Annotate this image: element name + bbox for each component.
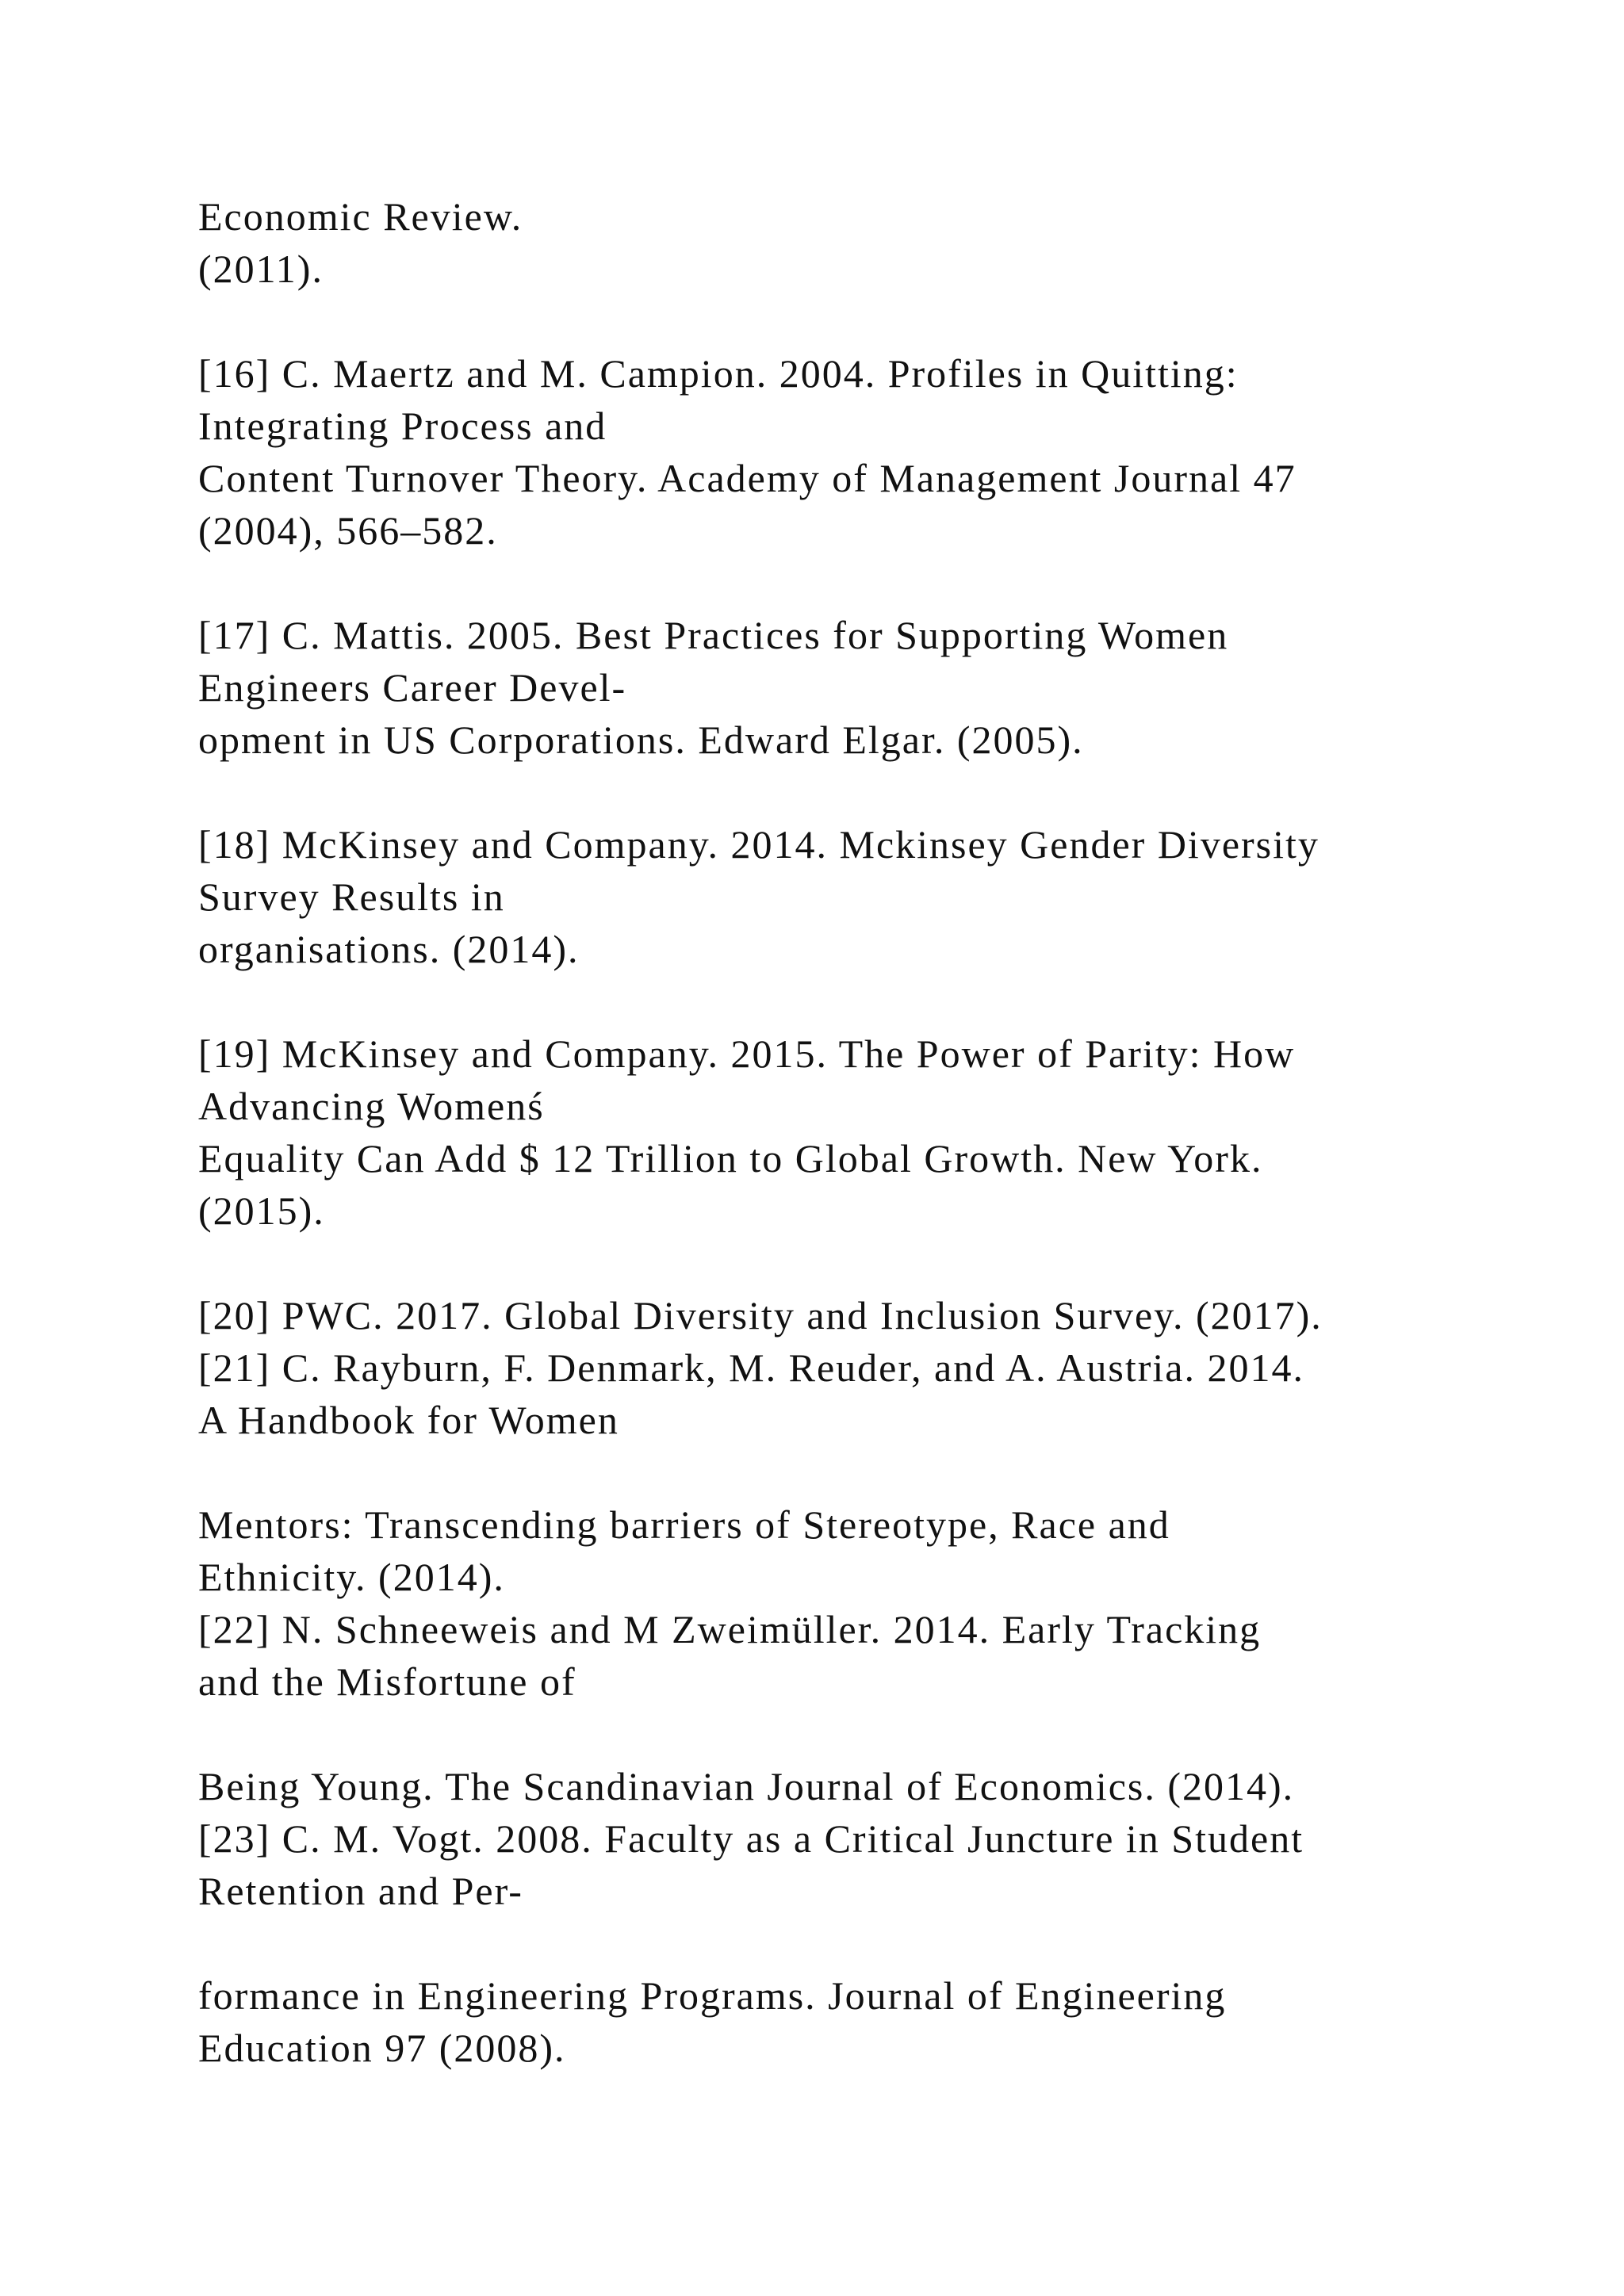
text-line: opment in US Corporations. Edward Elgar. (2005).: [198, 718, 1084, 762]
text-line: [21] C. Rayburn, F. Denmark, M. Reuder, and A. Austria. 2014.: [198, 1345, 1304, 1390]
text-line: Economic Review.: [198, 194, 523, 239]
text-line: Content Turnover Theory. Academy of Management Journal 47: [198, 456, 1297, 500]
reference-list: [198, 190, 1546, 2074]
text-line: [19] McKinsey and Company. 2015. The Power of Parity: How: [198, 1031, 1296, 1076]
text-line: and the Misfortune of: [198, 1659, 576, 1704]
blank-line: [198, 1446, 1546, 1498]
text-line: organisations. (2014).: [198, 927, 580, 971]
blank-line: [198, 1917, 1546, 1969]
text-line: [23] C. M. Vogt. 2008. Faculty as a Critical Juncture in Student: [198, 1816, 1304, 1861]
text-line: [18] McKinsey and Company. 2014. Mckinsey Gender Diversity: [198, 822, 1320, 867]
text-line: [16] C. Maertz and M. Campion. 2004. Profiles in Quitting:: [198, 351, 1239, 396]
text-line: Engineers Career Devel-: [198, 665, 627, 710]
text-line: Education 97 (2008).: [198, 2026, 566, 2070]
text-line: [20] PWC. 2017. Global Diversity and Inclusion Survey. (2017).: [198, 1293, 1323, 1337]
text-line: (2011).: [198, 247, 324, 291]
text-line: Mentors: Transcending barriers of Stereotype, Race and: [198, 1502, 1170, 1547]
text-line: (2004), 566–582.: [198, 508, 498, 553]
text-line: [22] N. Schneeweis and M Zweimüller. 2014. Early Tracking: [198, 1607, 1262, 1651]
blank-line: [198, 1708, 1546, 1760]
text-line: A Handbook for Women: [198, 1398, 619, 1442]
text-line: Advancing Womenś: [198, 1084, 545, 1128]
text-line: Retention and Per-: [198, 1869, 523, 1913]
text-line: Integrating Process and: [198, 404, 607, 448]
blank-line: [198, 766, 1546, 818]
blank-line: [198, 975, 1546, 1027]
text-line: Survey Results in: [198, 874, 505, 919]
text-line: (2015).: [198, 1188, 325, 1233]
text-line: [17] C. Mattis. 2005. Best Practices for Supporting Women: [198, 613, 1229, 657]
text-line: Equality Can Add $ 12 Trillion to Global Growth. New York.: [198, 1136, 1263, 1181]
text-line: formance in Engineering Programs. Journal of Engineering: [198, 1973, 1227, 2018]
text-line: Ethnicity. (2014).: [198, 1555, 505, 1599]
blank-line: [198, 557, 1546, 609]
text-line: Being Young. The Scandinavian Journal of Economics. (2014).: [198, 1764, 1295, 1808]
blank-line: [198, 1237, 1546, 1289]
blank-line: [198, 295, 1546, 347]
